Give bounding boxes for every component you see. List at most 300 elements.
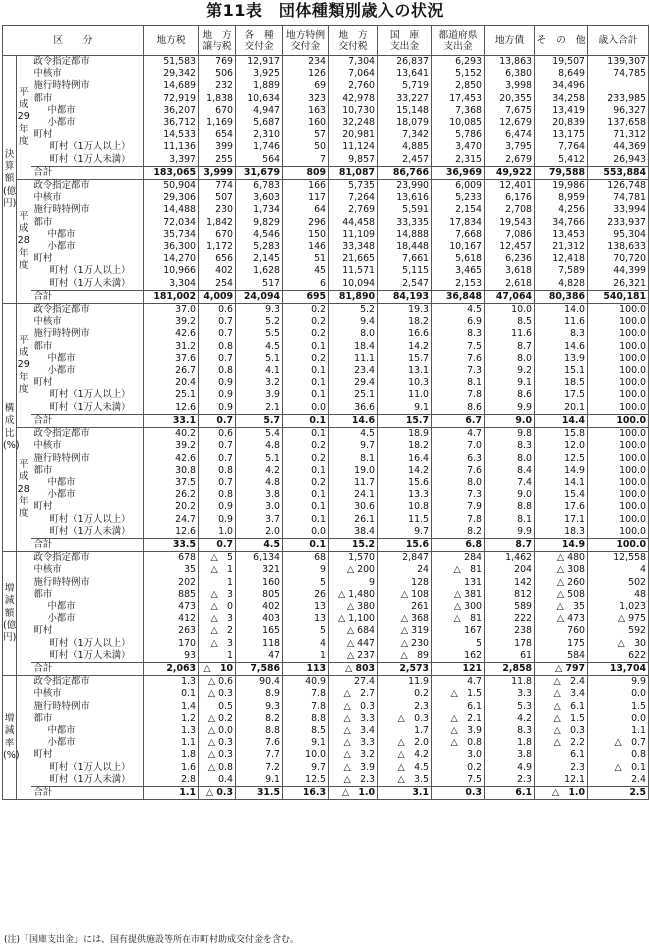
table-cell: 12,917 [236, 56, 283, 69]
table-cell: 2,063 [144, 662, 199, 675]
table-cell: 1.1 [144, 786, 199, 799]
table-row [3, 589, 649, 601]
table-cell: 3,304 [144, 278, 199, 291]
table-cell: 0.1 [283, 428, 329, 441]
table-cell: 5,786 [432, 129, 485, 141]
table-cell: 9.0 [485, 489, 535, 501]
table-cell: 9.7 [378, 526, 432, 539]
table-row [3, 402, 649, 415]
table-cell: 2,547 [378, 278, 432, 291]
table-cell: △ 381 [432, 589, 485, 601]
row-label-text: 町村 [33, 749, 53, 761]
table-cell: 4.8 [236, 477, 283, 489]
table-cell: 0.1 [283, 514, 329, 526]
table-cell: △ 3.9 [329, 762, 378, 774]
table-cell: 13.3 [378, 489, 432, 501]
table-cell: 150 [283, 229, 329, 241]
table-cell: 4,828 [535, 278, 588, 291]
header-column [144, 26, 199, 56]
table-cell: 9,857 [329, 154, 378, 167]
table-cell: 86,766 [378, 166, 432, 179]
table-cell: 100.0 [588, 304, 649, 317]
table-cell: 16.3 [283, 786, 329, 799]
table-cell: 139,307 [588, 56, 649, 69]
row-label-text: 町村（1万人未満） [49, 401, 131, 413]
table-cell: 70,720 [588, 253, 649, 265]
table-cell: 4 [283, 638, 329, 650]
table-cell: 7.9 [432, 501, 485, 513]
table-cell: 6.9 [432, 316, 485, 328]
table-row [3, 278, 649, 291]
table-cell: 181,002 [144, 290, 199, 303]
table-cell: 7,304 [329, 56, 378, 69]
row-label [31, 749, 144, 761]
table-cell: 4.9 [485, 762, 535, 774]
table-cell: △ 0.3 [199, 749, 236, 761]
table-cell: 9 [329, 577, 378, 589]
table-cell: 0.8 [588, 749, 649, 761]
row-label-text: 中都市 [47, 104, 76, 116]
table-cell: 9.7 [329, 440, 378, 452]
table-cell: 26 [283, 589, 329, 601]
table-cell: 15.4 [535, 489, 588, 501]
table-cell: 8.6 [485, 389, 535, 401]
row-label-text: 合計 [33, 290, 53, 302]
table-cell: 670 [199, 229, 236, 241]
table-cell: 9.9 [588, 676, 649, 689]
row-label [31, 129, 144, 141]
table-cell: △ 230 [378, 638, 432, 650]
table-row [3, 514, 649, 526]
table-cell: 1.1 [588, 725, 649, 737]
table-cell: 137,658 [588, 117, 649, 129]
table-cell: △ 480 [535, 552, 588, 565]
table-row [3, 229, 649, 241]
table-cell: 17.1 [535, 514, 588, 526]
table-cell: 1 [199, 577, 236, 589]
row-label [31, 217, 144, 229]
table-row [3, 786, 649, 799]
table-cell: 47 [236, 650, 283, 663]
table-cell: 14,270 [144, 253, 199, 265]
table-cell: 2.4 [588, 774, 649, 787]
table-cell: 36,969 [432, 166, 485, 179]
table-cell: △ 81 [432, 613, 485, 625]
revenue-table [2, 25, 649, 800]
table-cell: 68 [283, 552, 329, 565]
table-cell: 5.7 [236, 414, 283, 427]
row-label [31, 192, 144, 204]
table-cell: 0.3 [432, 786, 485, 799]
table-cell: 9.4 [329, 316, 378, 328]
row-label [31, 290, 144, 303]
table-cell: 284 [432, 552, 485, 565]
table-row [3, 290, 649, 303]
row-label [31, 713, 144, 725]
table-cell: △ 1.5 [535, 713, 588, 725]
table-cell: 7,589 [535, 265, 588, 277]
table-cell: 39.2 [144, 316, 199, 328]
table-cell: 564 [236, 154, 283, 167]
table-cell: 7,675 [485, 105, 535, 117]
table-row [3, 93, 649, 105]
table-cell: 146 [283, 241, 329, 253]
row-label-text: 都市 [33, 216, 53, 228]
table-cell: 13,863 [485, 56, 535, 69]
table-cell: 15.1 [535, 365, 588, 377]
table-cell: 1,172 [199, 241, 236, 253]
table-cell: 4,256 [535, 204, 588, 216]
table-row [3, 650, 649, 663]
table-row [3, 166, 649, 179]
table-cell: 0.1 [144, 688, 199, 700]
table-cell: 126,748 [588, 180, 649, 193]
table-cell: 12.1 [535, 774, 588, 787]
table-cell: 8.4 [485, 465, 535, 477]
table-cell: 165 [236, 625, 283, 637]
table-cell: 36,848 [432, 290, 485, 303]
header-column-line: 交付税 [338, 40, 368, 52]
table-cell: 20,355 [485, 93, 535, 105]
table-cell: △ 3.5 [378, 774, 432, 787]
table-cell: 0.8 [199, 489, 236, 501]
table-cell: 399 [199, 141, 236, 153]
table-cell: △ 803 [329, 662, 378, 675]
table-cell: 1,628 [236, 265, 283, 277]
row-label [31, 389, 144, 401]
row-label-text: 都市 [33, 92, 53, 104]
table-cell: 0.2 [432, 762, 485, 774]
row-label-text: 町村 [33, 377, 53, 389]
table-cell: 11.6 [535, 316, 588, 328]
row-label-text: 町村（1万人未満） [49, 277, 131, 289]
table-cell: 25.1 [144, 389, 199, 401]
table-cell: 49,922 [485, 166, 535, 179]
table-cell: 2.1 [236, 402, 283, 415]
table-cell: 1,746 [236, 141, 283, 153]
table-cell: 48 [588, 589, 649, 601]
table-cell: 0.2 [283, 440, 329, 452]
table-cell: 2,457 [378, 154, 432, 167]
row-label-text: 中核市 [33, 192, 62, 204]
table-cell: 402 [236, 601, 283, 613]
row-label [31, 80, 144, 92]
row-label [31, 577, 144, 589]
table-cell: 26.1 [329, 514, 378, 526]
row-label [31, 688, 144, 700]
row-label-text: 都市 [33, 340, 53, 352]
table-cell: 5.5 [236, 328, 283, 340]
table-cell: 0.1 [283, 377, 329, 389]
row-label [31, 117, 144, 129]
table-cell: 9.3 [236, 701, 283, 713]
table-cell: 8.0 [485, 353, 535, 365]
table-cell: 0.7 [199, 328, 236, 340]
row-label [31, 56, 144, 69]
table-cell: △ 1,100 [329, 613, 378, 625]
row-label-text: 政令指定都市 [33, 56, 90, 67]
table-cell: 31.5 [236, 786, 283, 799]
section-label-text: 構成比(%) [3, 403, 20, 451]
table-cell: 2,760 [329, 80, 378, 92]
table-row [3, 192, 649, 204]
table-cell: 2,850 [432, 80, 485, 92]
table-cell: 113 [283, 662, 329, 675]
table-cell: 80,386 [535, 290, 588, 303]
table-cell: 12,679 [485, 117, 535, 129]
table-cell: 3.7 [236, 514, 283, 526]
table-cell: △ 81 [432, 564, 485, 576]
table-row [3, 154, 649, 167]
header-column [535, 26, 588, 56]
table-cell: 502 [588, 577, 649, 589]
header-column-line: 国 庫 [389, 29, 420, 41]
table-cell: △ 3.9 [432, 725, 485, 737]
table-cell: 4,947 [236, 105, 283, 117]
table-cell: 37.5 [144, 477, 199, 489]
table-cell: 0.0 [588, 688, 649, 700]
table-cell: 8.6 [432, 402, 485, 415]
table-cell: 0.2 [283, 328, 329, 340]
table-cell: △ 3 [199, 589, 236, 601]
row-label [31, 353, 144, 365]
table-cell: 10,167 [432, 241, 485, 253]
table-cell: 254 [199, 278, 236, 291]
header-column-line: 地方特例 [285, 29, 326, 41]
table-cell: 4.5 [236, 538, 283, 551]
table-cell: 8.3 [535, 328, 588, 340]
table-cell: 14.9 [535, 465, 588, 477]
table-cell: 100.0 [588, 428, 649, 441]
table-cell: △ 0.7 [588, 737, 649, 749]
table-title: 第11表 団体種類別歳入の状況 [206, 1, 444, 20]
table-cell: 163 [283, 105, 329, 117]
table-cell: 100.0 [588, 365, 649, 377]
table-row [3, 601, 649, 613]
row-label-text: 政令指定都市 [33, 180, 90, 192]
table-cell: 100.0 [588, 414, 649, 427]
table-row [3, 526, 649, 539]
table-cell: △ 447 [329, 638, 378, 650]
table-cell: 21,312 [535, 241, 588, 253]
table-row [3, 749, 649, 761]
row-label-text: 施行時特例市 [33, 700, 90, 712]
table-cell: 0.1 [283, 489, 329, 501]
table-cell: 7.2 [236, 762, 283, 774]
row-label [31, 328, 144, 340]
table-cell: 36,300 [144, 241, 199, 253]
row-label-text: 合計 [33, 538, 53, 550]
table-cell: 3,618 [485, 265, 535, 277]
table-cell: 5.3 [485, 701, 535, 713]
table-cell: 1.8 [485, 737, 535, 749]
row-label [31, 316, 144, 328]
table-row [3, 662, 649, 675]
table-cell: 8.2 [236, 713, 283, 725]
header-column-line: 歳入合計 [598, 35, 638, 46]
table-cell: 38.4 [329, 526, 378, 539]
row-label [31, 180, 144, 193]
header-column-line: 交付金 [244, 40, 274, 52]
table-cell: 0.0 [283, 526, 329, 539]
table-cell: 3.2 [236, 377, 283, 389]
table-cell: 19,543 [485, 217, 535, 229]
table-cell: 14.2 [378, 465, 432, 477]
table-cell: 19,507 [535, 56, 588, 69]
table-row [3, 328, 649, 340]
table-cell: 15,148 [378, 105, 432, 117]
table-cell: 4.7 [432, 676, 485, 689]
table-cell: 26.2 [144, 489, 199, 501]
table-cell: 4 [588, 564, 649, 576]
row-label [31, 204, 144, 216]
table-cell: 0.9 [199, 514, 236, 526]
table-cell: △ 0.3 [378, 713, 432, 725]
table-cell: 12,418 [535, 253, 588, 265]
table-cell: 37.6 [144, 353, 199, 365]
table-cell: 2.8 [144, 774, 199, 787]
table-cell: 96,327 [588, 105, 649, 117]
table-cell: 42.6 [144, 453, 199, 465]
table-cell: 2,679 [485, 154, 535, 167]
table-cell: 17,453 [432, 93, 485, 105]
table-cell: 0.2 [283, 477, 329, 489]
table-cell: 0.1 [283, 501, 329, 513]
row-label [31, 613, 144, 625]
table-cell: 7,586 [236, 662, 283, 675]
table-cell: 12.5 [283, 774, 329, 787]
table-cell: 100.0 [588, 316, 649, 328]
section-label [3, 304, 20, 552]
table-cell: 18,079 [378, 117, 432, 129]
row-label [31, 241, 144, 253]
table-cell: 7.8 [432, 389, 485, 401]
table-cell: 100.0 [588, 465, 649, 477]
table-cell: 20.4 [144, 377, 199, 389]
table-cell: 26.7 [144, 365, 199, 377]
table-cell: 0.7 [199, 538, 236, 551]
table-cell: 204 [485, 564, 535, 576]
table-cell: 25.1 [329, 389, 378, 401]
table-cell: 12.0 [535, 440, 588, 452]
table-cell: 6.3 [432, 453, 485, 465]
table-cell: 261 [378, 601, 432, 613]
row-label-text: 町村 [33, 129, 53, 141]
header-column-line: 地方債 [494, 35, 525, 46]
table-cell: 8.9 [236, 688, 283, 700]
table-cell: 0.9 [199, 389, 236, 401]
table-row [3, 56, 649, 69]
table-cell: △ 1,480 [329, 589, 378, 601]
row-label-text: 町村（1万人以上） [49, 761, 131, 773]
table-cell: 34,258 [535, 93, 588, 105]
table-row [3, 68, 649, 80]
table-cell: 2.3 [485, 774, 535, 787]
table-cell: 5,618 [432, 253, 485, 265]
table-cell: 34,496 [535, 80, 588, 92]
row-label [31, 465, 144, 477]
table-cell: 7,264 [329, 192, 378, 204]
row-label-text: 小都市 [47, 489, 76, 501]
table-cell: 5,735 [329, 180, 378, 193]
table-cell: 37.0 [144, 304, 199, 317]
table-cell: 202 [144, 577, 199, 589]
row-label-text: 施行時特例市 [33, 204, 90, 216]
row-label-text: 小都市 [47, 365, 76, 377]
table-cell: 3,603 [236, 192, 283, 204]
table-cell: 18.9 [378, 428, 432, 441]
row-label-text: 町村（1万人未満） [49, 649, 131, 661]
row-label-text: 合計 [33, 166, 53, 178]
table-cell: 2,847 [378, 552, 432, 565]
table-cell: △ 380 [329, 601, 378, 613]
table-cell: 6.1 [535, 749, 588, 761]
table-row [3, 613, 649, 625]
table-row [3, 316, 649, 328]
table-cell: 7,086 [485, 229, 535, 241]
table-cell: △ 0.3 [535, 725, 588, 737]
table-cell: 15.6 [378, 477, 432, 489]
table-cell: △ 260 [535, 577, 588, 589]
table-cell: 11.9 [378, 676, 432, 689]
table-cell: 6,236 [485, 253, 535, 265]
table-cell: 7.8 [283, 701, 329, 713]
table-cell: △ 1 [199, 564, 236, 576]
table-cell: △ 1.0 [329, 786, 378, 799]
table-cell: 9 [283, 564, 329, 576]
table-cell: 5.2 [329, 304, 378, 317]
table-cell: 100.0 [588, 538, 649, 551]
table-row [3, 353, 649, 365]
year-label [17, 676, 31, 800]
table-cell: 51,583 [144, 56, 199, 69]
header-column-line: 地 方 [338, 29, 368, 41]
table-cell: 3.0 [236, 501, 283, 513]
table-cell: 7,064 [329, 68, 378, 80]
table-cell: △ 508 [535, 589, 588, 601]
table-row [3, 577, 649, 589]
table-cell: 7.6 [432, 353, 485, 365]
row-label [31, 365, 144, 377]
table-cell: 79,588 [535, 166, 588, 179]
table-cell: 4.7 [432, 428, 485, 441]
table-cell: 1.7 [378, 725, 432, 737]
table-cell: 5,233 [432, 192, 485, 204]
row-label [31, 229, 144, 241]
row-label [31, 762, 144, 774]
table-cell: 0.2 [283, 453, 329, 465]
table-cell: 121 [432, 662, 485, 675]
table-cell: 9.1 [485, 377, 535, 389]
table-cell: 8.8 [283, 713, 329, 725]
table-cell: 15.2 [329, 538, 378, 551]
table-cell: 19,986 [535, 180, 588, 193]
table-body [3, 56, 649, 800]
table-cell: 35,734 [144, 229, 199, 241]
table-cell: 7,661 [378, 253, 432, 265]
table-cell: 7.7 [236, 749, 283, 761]
row-label-text: 中都市 [47, 228, 76, 240]
table-cell: 1 [199, 650, 236, 663]
table-cell: 5,412 [535, 154, 588, 167]
row-label [31, 589, 144, 601]
table-cell: 20,981 [329, 129, 378, 141]
table-cell: 32,248 [329, 117, 378, 129]
table-cell: 4.2 [236, 465, 283, 477]
table-row [3, 625, 649, 637]
table-cell: △ 10 [199, 662, 236, 675]
table-cell: 33.1 [144, 414, 199, 427]
